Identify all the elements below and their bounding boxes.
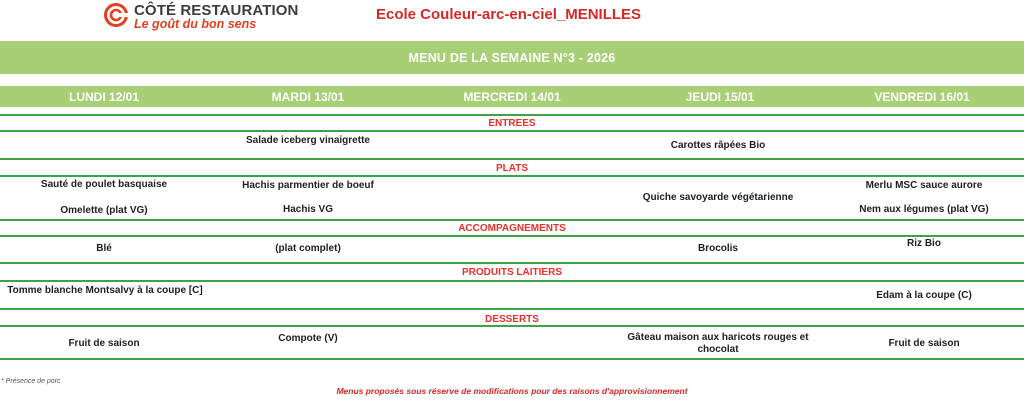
accompagnement-tuesday: (plat complet)	[275, 243, 341, 254]
plat-monday-1: Sauté de poulet basquaise	[40, 179, 168, 190]
disclaimer: Menus proposés sous réserve de modifications pour des raisons d'approvisionnement	[336, 386, 688, 396]
section-title-produits-laitiers: PRODUITS LAITIERS	[461, 267, 562, 278]
plat-monday-2: Omelette (plat VG)	[60, 205, 148, 216]
plat-tuesday-1: Hachis parmentier de boeuf	[242, 180, 374, 191]
week-banner	[0, 41, 1024, 74]
accompagnement-monday: Blé	[96, 243, 112, 254]
pork-note: * Présence de porc	[1, 378, 61, 385]
day-header-row	[0, 86, 1024, 107]
divider	[0, 280, 1024, 282]
section-title-accompagnements: ACCOMPAGNEMENTS	[458, 223, 566, 234]
week-title: MENU DE LA SEMAINE N°3 - 2026	[408, 50, 616, 65]
laitier-monday: Tomme blanche Montsalvy à la coupe [C]	[7, 285, 203, 296]
plat-thursday: Quiche savoyarde végétarienne	[642, 192, 794, 203]
day-header-wednesday: MERCREDI 14/01	[463, 89, 561, 104]
divider	[0, 114, 1024, 116]
divider	[0, 158, 1024, 160]
divider	[0, 308, 1024, 310]
dessert-friday: Fruit de saison	[888, 338, 960, 349]
dessert-thursday-2: chocolat	[697, 344, 739, 355]
divider	[0, 175, 1024, 177]
cote-restauration-logo-icon	[104, 3, 128, 27]
laitier-friday: Edam à la coupe (C)	[876, 290, 972, 301]
divider	[0, 325, 1024, 327]
divider	[0, 235, 1024, 237]
section-title-desserts: DESSERTS	[485, 314, 539, 325]
divider	[0, 262, 1024, 264]
day-header-thursday: JEUDI 15/01	[685, 89, 755, 104]
school-title: Ecole Couleur-arc-en-ciel_MENILLES	[376, 6, 642, 23]
section-title-entrees: ENTREES	[488, 118, 536, 129]
divider	[0, 219, 1024, 221]
entree-thursday: Carottes râpées Bio	[670, 140, 766, 151]
accompagnement-friday: Riz Bio	[907, 238, 941, 249]
day-header-tuesday: MARDI 13/01	[271, 89, 345, 104]
dessert-monday: Fruit de saison	[68, 338, 140, 349]
plat-friday-1: Merlu MSC sauce aurore	[865, 180, 983, 191]
plat-friday-2: Nem aux légumes (plat VG)	[859, 204, 989, 215]
divider	[0, 358, 1024, 360]
plat-tuesday-2: Hachis VG	[282, 204, 334, 215]
dessert-tuesday: Compote (V)	[278, 333, 338, 344]
day-header-friday: VENDREDI 16/01	[874, 89, 970, 104]
entree-tuesday: Salade iceberg vinaigrette	[246, 135, 370, 146]
brand-tagline: Le goût du bon sens	[134, 17, 257, 31]
brand-logo	[104, 2, 304, 32]
divider	[0, 130, 1024, 132]
brand-name: CÔTÉ RESTAURATION	[134, 2, 299, 19]
section-title-plats: PLATS	[495, 163, 529, 174]
day-header-monday: LUNDI 12/01	[68, 89, 140, 104]
dessert-thursday-1: Gâteau maison aux haricots rouges et	[627, 332, 809, 343]
accompagnement-thursday: Brocolis	[697, 243, 738, 254]
